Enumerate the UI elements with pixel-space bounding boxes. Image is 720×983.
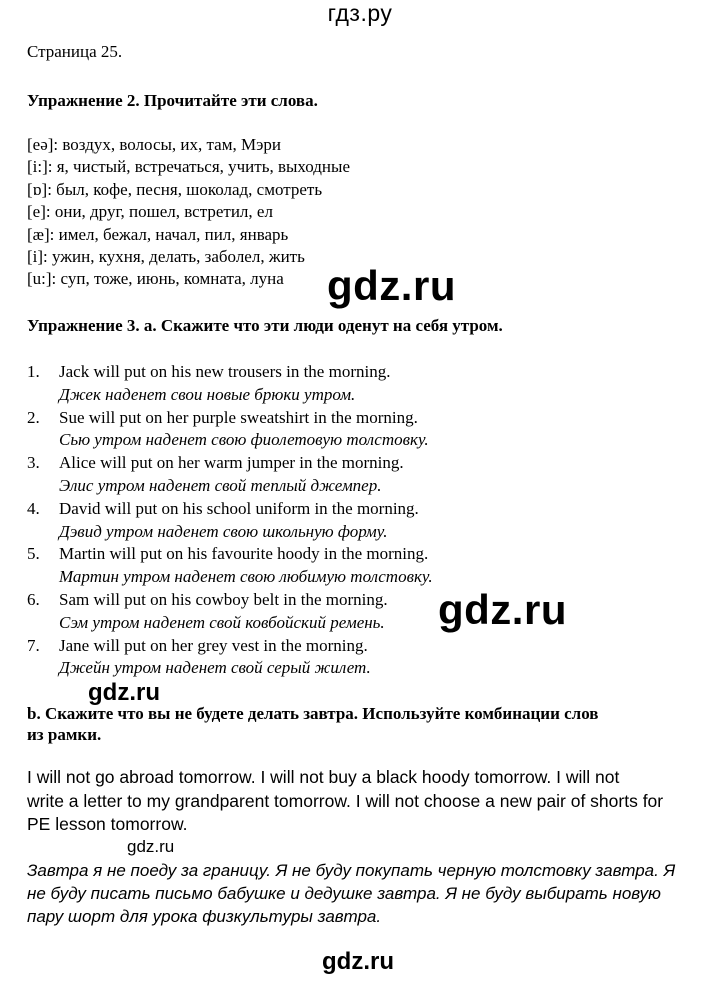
list-item — [27, 407, 433, 430]
item-translation: Джек наденет свои новые брюки утром. — [59, 384, 356, 404]
exercise-b-title-line: из рамки. — [27, 725, 102, 744]
watermark-gdz-large: gdz.ru — [438, 586, 567, 633]
answer-line: write a letter to my grandparent tomorrow. I will not choose a new pair of shorts for — [27, 790, 664, 811]
word-line: [ɒ]: был, кофе, песня, шоколад, смотреть — [27, 179, 323, 199]
word-line: [e]: они, друг, пошел, встретил, ел — [27, 202, 273, 222]
answer-english — [27, 766, 663, 837]
watermark-gdz-medium: gdz.ru — [88, 679, 160, 706]
item-number: 2. — [27, 407, 40, 427]
item-translation: Мартин утром наденет свою любимую толстовку. — [59, 567, 433, 587]
watermark-gdz-footer: gdz.ru — [322, 948, 394, 975]
answer-line: не буду писать письмо бабушке и дедушке завтра. Я не буду выбирать новую — [27, 884, 661, 903]
answer-line: Завтра я не поеду за границу. Я не буду покупать черную толстовку завтра. Я — [27, 861, 676, 880]
item-number: 1. — [27, 362, 40, 381]
word-line: [æ]: имел, бежал, начал, пил, январь — [27, 224, 289, 244]
item-number: 5. — [27, 544, 40, 564]
answer-line: I will not go abroad tomorrow. I will not buy a black hoody tomorrow. I will not — [27, 767, 620, 787]
exercise2-title: Упражнение 2. Прочитайте эти слова. — [27, 91, 318, 110]
answer-line: PE lesson tomorrow. — [27, 814, 188, 834]
answer-russian — [27, 859, 675, 928]
watermark-gdz-large: gdz.ru — [327, 262, 456, 309]
page-label: Страница 25. — [27, 42, 123, 61]
item-english: Jack will put on his new trousers in the morning. — [59, 362, 391, 381]
item-translation: Дэвид утром наденет свою школьную форму. — [59, 521, 388, 541]
watermark-gdz-small: gdz.ru — [127, 837, 175, 856]
exercise-b-title-line: b. Скажите что вы не будете делать завтра. Используйте комбинации слов — [27, 704, 599, 723]
header-watermark: гдз.ру — [327, 0, 393, 26]
word-line: [i:]: я, чистый, встречаться, учить, выходные — [27, 157, 350, 177]
word-line: [eə]: воздух, волосы, их, там, Мэри — [27, 135, 281, 154]
answer-line: пару шорт для урока физкультуры завтра. — [27, 907, 382, 926]
word-line: [i]: ужин, кухня, делать, заболел, жить — [27, 247, 305, 267]
item-translation: Элис утром наденет свой теплый джемпер. — [59, 475, 382, 495]
item-number: 7. — [27, 635, 40, 655]
exercise-b-title — [27, 703, 598, 745]
item-english: Sam will put on his cowboy belt in the morning. — [59, 589, 388, 609]
exercise3-title: Упражнение 3. a. Скажите что эти люди оденут на себя утром. — [27, 316, 503, 335]
item-english: Alice will put on her warm jumper in the morning. — [59, 453, 404, 473]
list-item — [27, 452, 433, 475]
item-english: Martin will put on his favourite hoody in the morning. — [59, 544, 429, 564]
item-number: 6. — [27, 589, 40, 609]
exercise3-list — [27, 361, 433, 680]
list-item — [27, 589, 433, 612]
item-english: Sue will put on her purple sweatshirt in the morning. — [59, 407, 418, 427]
item-number: 3. — [27, 453, 40, 473]
list-item — [27, 543, 433, 566]
item-english: Jane will put on her grey vest in the morning. — [59, 635, 368, 655]
list-item — [27, 498, 433, 521]
list-item — [27, 361, 433, 384]
list-item — [27, 635, 433, 658]
exercise2-word-list — [27, 134, 350, 291]
item-english: David will put on his school uniform in the morning. — [59, 498, 419, 518]
word-line: [u:]: суп, тоже, июнь, комната, луна — [27, 269, 284, 289]
item-translation: Сэм утром наденет свой ковбойский ремень. — [59, 612, 385, 632]
item-translation: Джейн утром наденет свой серый жилет. — [59, 658, 371, 678]
item-translation: Сью утром наденет свою фиолетовую толстовку. — [59, 430, 429, 450]
item-number: 4. — [27, 498, 40, 518]
